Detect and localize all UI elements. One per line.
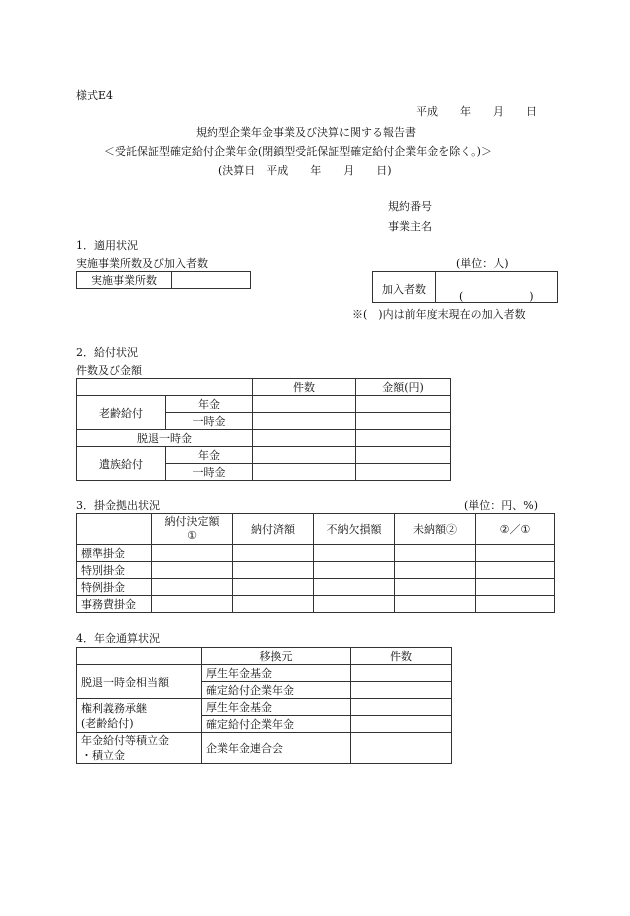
section3-unit: (単位：円、%) bbox=[464, 499, 539, 512]
document-title: 規約型企業年金事業及び決算に関する報告書 bbox=[196, 126, 416, 139]
row-label: 特別掛金 bbox=[77, 562, 152, 579]
table-row bbox=[77, 596, 555, 613]
table-cell[interactable] bbox=[314, 562, 395, 579]
table-cell[interactable] bbox=[395, 562, 476, 579]
col-source-header: 移換元 bbox=[202, 648, 351, 665]
row-label: 標準掛金 bbox=[77, 545, 152, 562]
reserve-label-line1: 年金給付等積立金 bbox=[81, 734, 169, 747]
old-age-lump-sum-amount[interactable] bbox=[356, 413, 451, 430]
employer-name-label: 事業主名 bbox=[388, 220, 432, 233]
old-age-pension-amount[interactable] bbox=[356, 396, 451, 413]
old-age-lump-sum-count[interactable] bbox=[253, 413, 356, 430]
transfer-header-blank bbox=[77, 648, 202, 665]
section2-heading: 2．給付状況 bbox=[76, 346, 138, 359]
succession-label-line2: (老齢給付) bbox=[81, 716, 134, 730]
contribution-table bbox=[76, 513, 555, 613]
table-cell[interactable] bbox=[395, 545, 476, 562]
document-subtitle: ＜受託保証型確定給付企業年金(閉鎖型受託保証型確定給付企業年金を除く。)＞ bbox=[104, 145, 492, 158]
reserve-label-line2: ・積立金 bbox=[81, 749, 125, 762]
succession-label-line1: 権利義務承継 bbox=[81, 701, 147, 715]
transfer-count-cell[interactable] bbox=[351, 733, 452, 764]
source-welfare-fund: 厚生年金基金 bbox=[202, 665, 351, 682]
col-ratio-header: ②／① bbox=[476, 514, 555, 545]
table-cell[interactable] bbox=[395, 579, 476, 596]
withdrawal-lump-sum-label: 脱退一時金 bbox=[77, 430, 253, 447]
col-unpaid-header: 未納額② bbox=[395, 514, 476, 545]
table-cell[interactable] bbox=[152, 562, 233, 579]
source-federation: 企業年金連合会 bbox=[202, 733, 351, 764]
row-label: 特例掛金 bbox=[77, 579, 152, 596]
member-count-previous[interactable]: ( ) bbox=[459, 290, 534, 303]
survivor-lump-sum-count[interactable] bbox=[253, 464, 356, 481]
table-cell[interactable] bbox=[476, 596, 555, 613]
col-count-header: 件数 bbox=[253, 379, 356, 396]
member-count-label-cell bbox=[373, 272, 436, 302]
col-decided-header bbox=[152, 514, 233, 545]
rule-number-label: 規約番号 bbox=[388, 200, 432, 213]
col-paid-header: 納付済額 bbox=[233, 514, 314, 545]
table-cell[interactable] bbox=[476, 545, 555, 562]
old-age-pension-label: 年金 bbox=[166, 396, 253, 413]
table-cell[interactable] bbox=[233, 562, 314, 579]
contribution-header-blank bbox=[77, 514, 152, 545]
benefit-header-blank bbox=[77, 379, 253, 396]
table-cell[interactable] bbox=[476, 562, 555, 579]
survivor-pension-count[interactable] bbox=[253, 447, 356, 464]
date-line: 平成 年 月 日 bbox=[416, 105, 537, 118]
survivor-pension-amount[interactable] bbox=[356, 447, 451, 464]
pension-transfer-table bbox=[76, 647, 452, 764]
withdrawal-lump-sum-amount[interactable] bbox=[356, 430, 451, 447]
member-count-note: ※( )内は前年度末現在の加入者数 bbox=[352, 308, 526, 321]
table-row bbox=[77, 545, 555, 562]
old-age-lump-sum-label: 一時金 bbox=[166, 413, 253, 430]
table-cell[interactable] bbox=[476, 579, 555, 596]
table-cell[interactable] bbox=[152, 579, 233, 596]
survivor-pension-label: 年金 bbox=[166, 447, 253, 464]
withdrawal-equivalent-label: 脱退一時金相当額 bbox=[77, 665, 202, 699]
col-amount-header: 金額(円) bbox=[356, 379, 451, 396]
table-row bbox=[77, 579, 555, 596]
transfer-count-cell[interactable] bbox=[351, 665, 452, 682]
table-row bbox=[77, 562, 555, 579]
section2-subheading: 件数及び金額 bbox=[76, 364, 142, 377]
office-count-table bbox=[76, 271, 251, 289]
member-count-box bbox=[372, 271, 558, 303]
survivor-benefit-label: 遺族給付 bbox=[77, 447, 166, 481]
survivor-lump-sum-amount[interactable] bbox=[356, 464, 451, 481]
col-transfer-count-header: 件数 bbox=[351, 648, 452, 665]
withdrawal-lump-sum-count[interactable] bbox=[253, 430, 356, 447]
settlement-date: (決算日 平成 年 月 日) bbox=[218, 164, 392, 177]
col-decided-mark: ① bbox=[187, 529, 197, 542]
section1-unit: (単位：人) bbox=[456, 257, 509, 270]
table-cell[interactable] bbox=[233, 596, 314, 613]
old-age-benefit-label: 老齢給付 bbox=[77, 396, 166, 430]
section4-heading: 4．年金通算状況 bbox=[76, 632, 160, 645]
table-cell[interactable] bbox=[314, 545, 395, 562]
source-db-pension: 確定給付企業年金 bbox=[202, 682, 351, 699]
office-count-value[interactable] bbox=[172, 272, 251, 289]
section1-heading: 1．適用状況 bbox=[76, 239, 138, 252]
form-number: 様式E4 bbox=[76, 89, 114, 102]
row-label: 事務費掛金 bbox=[77, 596, 152, 613]
benefit-table bbox=[76, 378, 451, 481]
transfer-count-cell[interactable] bbox=[351, 699, 452, 716]
section1-subheading: 実施事業所数及び加入者数 bbox=[76, 257, 208, 270]
table-cell[interactable] bbox=[395, 596, 476, 613]
table-cell[interactable] bbox=[233, 545, 314, 562]
source-welfare-fund: 厚生年金基金 bbox=[202, 699, 351, 716]
col-decided-label: 納付決定額 bbox=[164, 515, 220, 528]
transfer-count-cell[interactable] bbox=[351, 716, 452, 733]
office-count-label: 実施事業所数 bbox=[77, 272, 172, 289]
reserve-label bbox=[77, 733, 202, 764]
table-cell[interactable] bbox=[152, 596, 233, 613]
table-cell[interactable] bbox=[314, 596, 395, 613]
table-cell[interactable] bbox=[233, 579, 314, 596]
transfer-count-cell[interactable] bbox=[351, 682, 452, 699]
col-loss-header: 不納欠損額 bbox=[314, 514, 395, 545]
old-age-pension-count[interactable] bbox=[253, 396, 356, 413]
survivor-lump-sum-label: 一時金 bbox=[166, 464, 253, 481]
member-count-label: 加入者数 bbox=[382, 283, 426, 296]
succession-label bbox=[77, 699, 202, 733]
section3-heading: 3．掛金拠出状況 bbox=[76, 499, 160, 512]
table-cell[interactable] bbox=[152, 545, 233, 562]
table-cell[interactable] bbox=[314, 579, 395, 596]
source-db-pension: 確定給付企業年金 bbox=[202, 716, 351, 733]
